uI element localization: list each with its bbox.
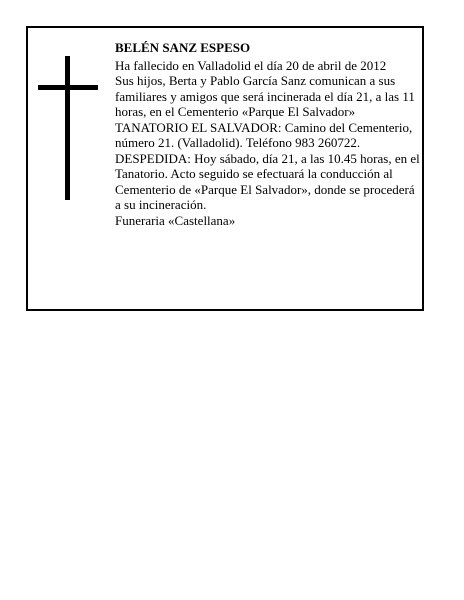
deceased-name: BELÉN SANZ ESPESO [115, 40, 251, 55]
obituary-notice [26, 26, 424, 311]
despedida-paragraph: DESPEDIDA: Hoy sábado, día 21, a las 10.45 horas, en el Tanatorio. Acto seguido se efectuará la conducción al Cementerio de «Parque El Salvador», donde se procederá a su incineración. [115, 150, 420, 212]
death-line: Ha fallecido en Valladolid el día 20 de abril de 2012 [115, 57, 387, 73]
cross-icon [38, 56, 98, 200]
notice-text [115, 40, 420, 228]
tanatorio-paragraph: TANATORIO EL SALVADOR: Camino del Cementerio, número 21. (Valladolid). Teléfono 983 260722. [115, 119, 413, 150]
cross-vertical-bar [65, 56, 70, 200]
family-paragraph: Sus hijos, Berta y Pablo García Sanz comunican a sus familiares y amigos que será incinerada el día 21, a las 11 horas, en el Cementerio «Parque El Salvador» [115, 73, 415, 119]
cross-horizontal-bar [38, 85, 98, 90]
funeraria-line: Funeraria «Castellana» [115, 212, 236, 228]
